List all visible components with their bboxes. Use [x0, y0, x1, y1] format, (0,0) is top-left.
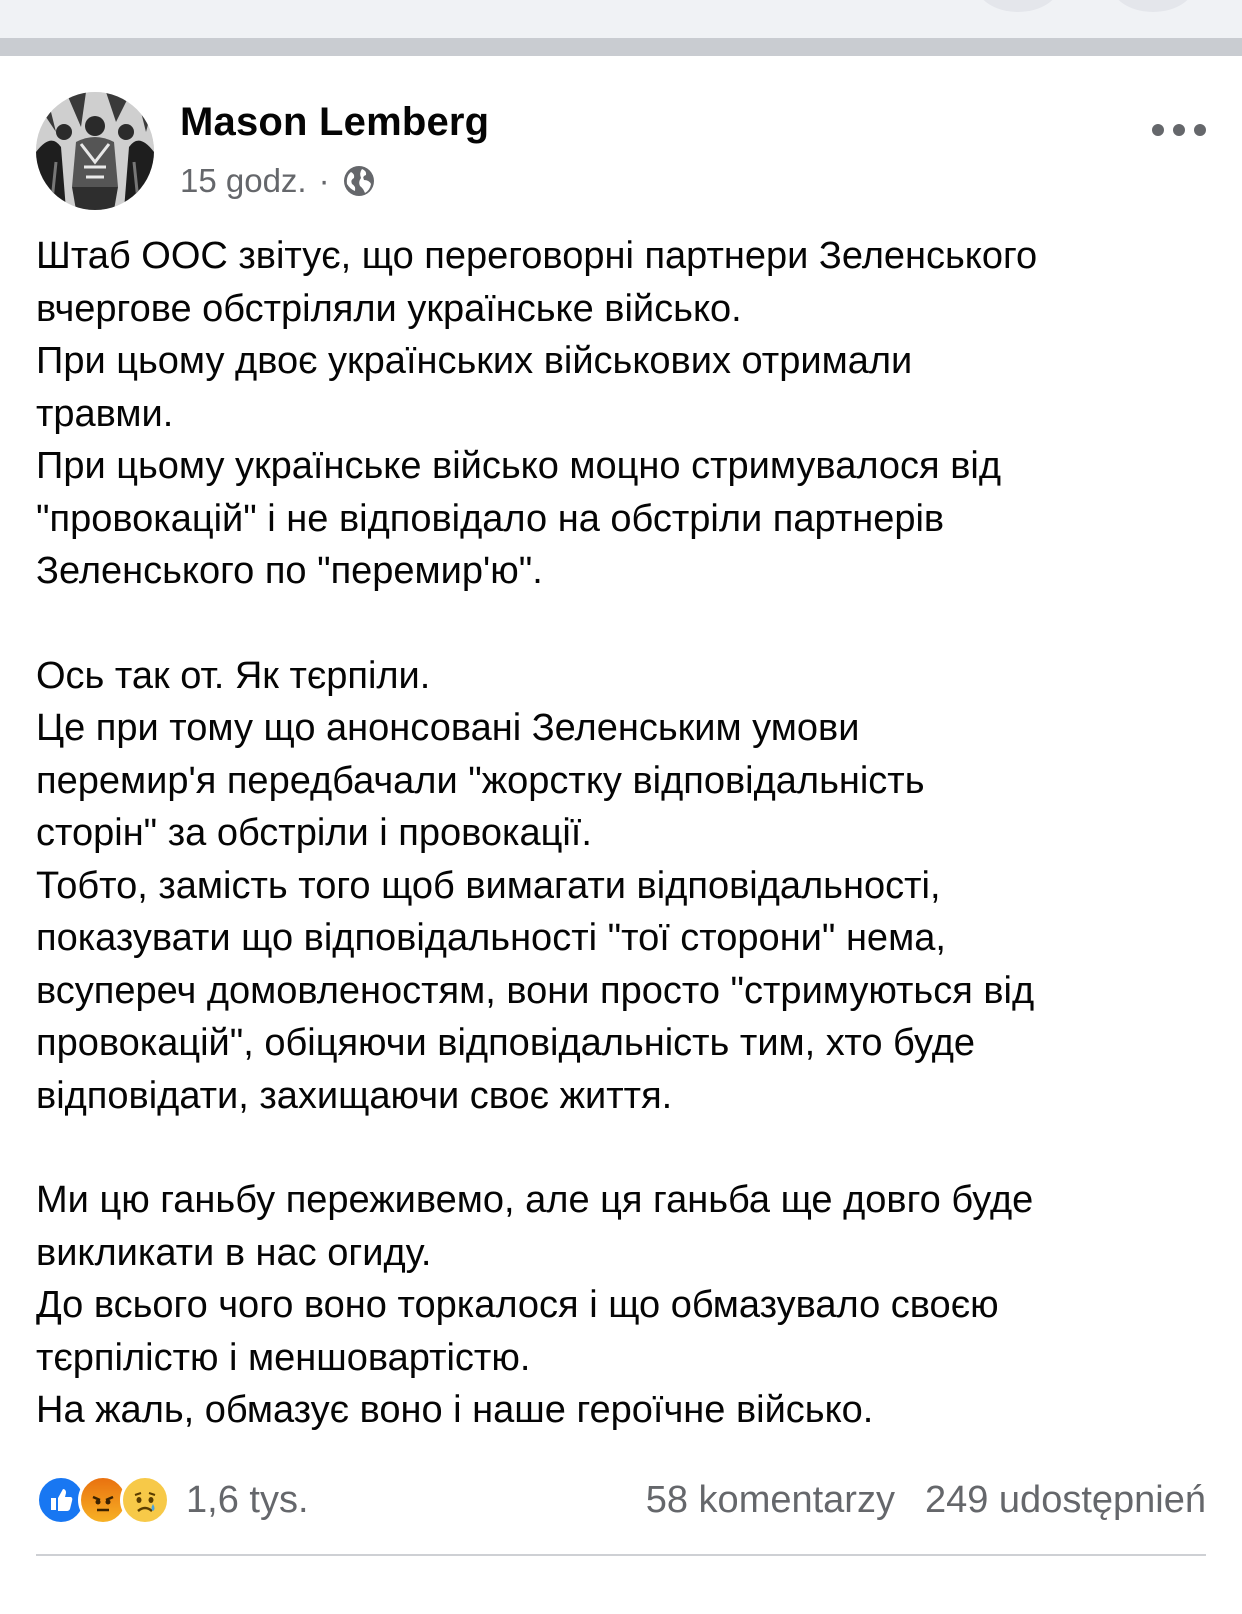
author-name[interactable]: Mason Lemberg	[180, 100, 490, 144]
post-header	[36, 92, 1206, 214]
post-card	[0, 56, 1242, 1614]
post-paragraph: Ось так от. Як тєрпіли. Це при тому що анонсовані Зеленським умови перемир'я передбачали "жорстку відповідальність сторін" за обстріли і провокації. Тобто, замість того щоб вимагати відповідальності, показувати що відповідальності "тої сторони" нема, всупереч домовленостям, вони просто "стримуються від провокацій", обіцяючи відповідальність тим, хто буде відповідати, захищаючи своє життя.	[36, 654, 1035, 1117]
top-button-partial[interactable]	[1110, 0, 1196, 12]
globe-icon	[342, 164, 376, 198]
action-divider	[36, 1554, 1206, 1556]
top-strip	[0, 0, 1242, 38]
avatar-image	[36, 92, 154, 210]
reaction-icons[interactable]	[36, 1475, 162, 1525]
shares-count[interactable]: 249 udostępnień	[924, 1478, 1206, 1521]
comments-count[interactable]: 58 komentarzy	[645, 1478, 895, 1521]
dot-icon	[1194, 124, 1206, 136]
engagement-bar	[36, 1470, 1206, 1530]
post-paragraph: Штаб ООС звітує, що переговорні партнери Зеленського вчергове обстріляли українське військо. При цьому двоє українських військових отримали травми. При цьому українське військо моцно стримувалося від "провокацій" і не відповідало на обстріли партнерів Зеленського по "перемир'ю".	[36, 235, 1038, 592]
post-paragraph: Ми цю ганьбу переживемо, але ця ганьба ще довго буде викликати в нас огиду. До всього чого воно торкалося і що обмазувало своєю тєрпілістю і меншовартістю. На жаль, обмазує воно і наше героїчне військо.	[36, 1179, 1034, 1431]
post-text	[36, 230, 1216, 1437]
more-options-icon[interactable]	[1152, 120, 1206, 140]
top-button-partial[interactable]	[975, 0, 1061, 12]
post-meta	[180, 162, 376, 200]
feed-separator	[0, 38, 1242, 56]
reaction-count[interactable]: 1,6 tys.	[186, 1478, 309, 1521]
dot-icon	[1173, 124, 1185, 136]
dot-icon	[1152, 124, 1164, 136]
meta-separator: ·	[318, 162, 330, 199]
avatar[interactable]	[36, 92, 154, 210]
sad-icon	[120, 1475, 170, 1525]
engagement-counts	[646, 1479, 1206, 1522]
post-timestamp[interactable]: 15 godz.	[180, 162, 307, 199]
